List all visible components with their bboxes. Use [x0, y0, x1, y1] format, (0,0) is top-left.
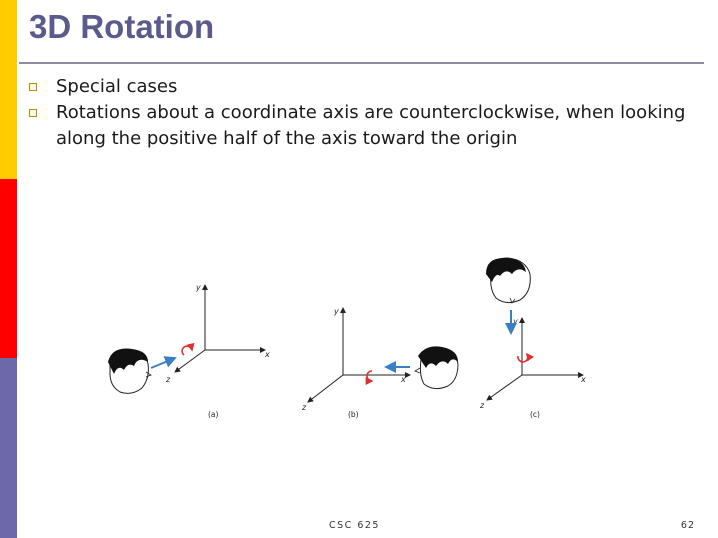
axis-label-y: y [334, 307, 339, 316]
rotation-figure [80, 250, 610, 430]
bullet-square-icon [29, 109, 37, 117]
bullet-text: Rotations about a coordinate axis are counterclockwise, when looking along the positive half of the axis toward the origin [56, 102, 686, 149]
rotation-arrow-icon [518, 354, 528, 362]
side-stripe-red [0, 179, 17, 358]
title-divider [19, 62, 704, 64]
panel-c [479, 258, 586, 419]
axis-label-x: x [401, 375, 406, 384]
axis-label-x: x [581, 375, 586, 384]
rotation-arrow-icon [182, 346, 192, 355]
axis-label-z: z [480, 401, 485, 410]
bullet-item [29, 100, 689, 152]
panel-b [301, 307, 458, 419]
view-direction-arrow-icon [151, 358, 175, 368]
axis-label-y: y [513, 317, 518, 326]
axis-label-z: z [166, 375, 171, 384]
head-icon [108, 349, 151, 394]
panel-label-b: (b) [348, 410, 359, 419]
slide-title: 3D Rotation [29, 8, 215, 45]
head-icon [415, 346, 458, 388]
footer-course: CSC 625 [329, 520, 380, 531]
panel-label-c: (c) [530, 410, 540, 419]
bullet-square-icon [29, 83, 37, 91]
side-stripe-yellow [0, 0, 17, 179]
side-stripe-purple [0, 358, 17, 538]
panel-label-a: (a) [208, 410, 219, 419]
axis-label-z: z [302, 403, 307, 412]
axis-label-y: y [196, 283, 201, 292]
bullet-text: Special cases [56, 76, 178, 97]
rotation-arrow-icon [367, 371, 372, 381]
head-icon [486, 258, 530, 303]
axis-label-x: x [265, 350, 270, 359]
bullet-list [29, 74, 689, 152]
bullet-item [29, 74, 689, 100]
panel-a [108, 283, 270, 419]
footer-page-number: 62 [680, 520, 695, 531]
